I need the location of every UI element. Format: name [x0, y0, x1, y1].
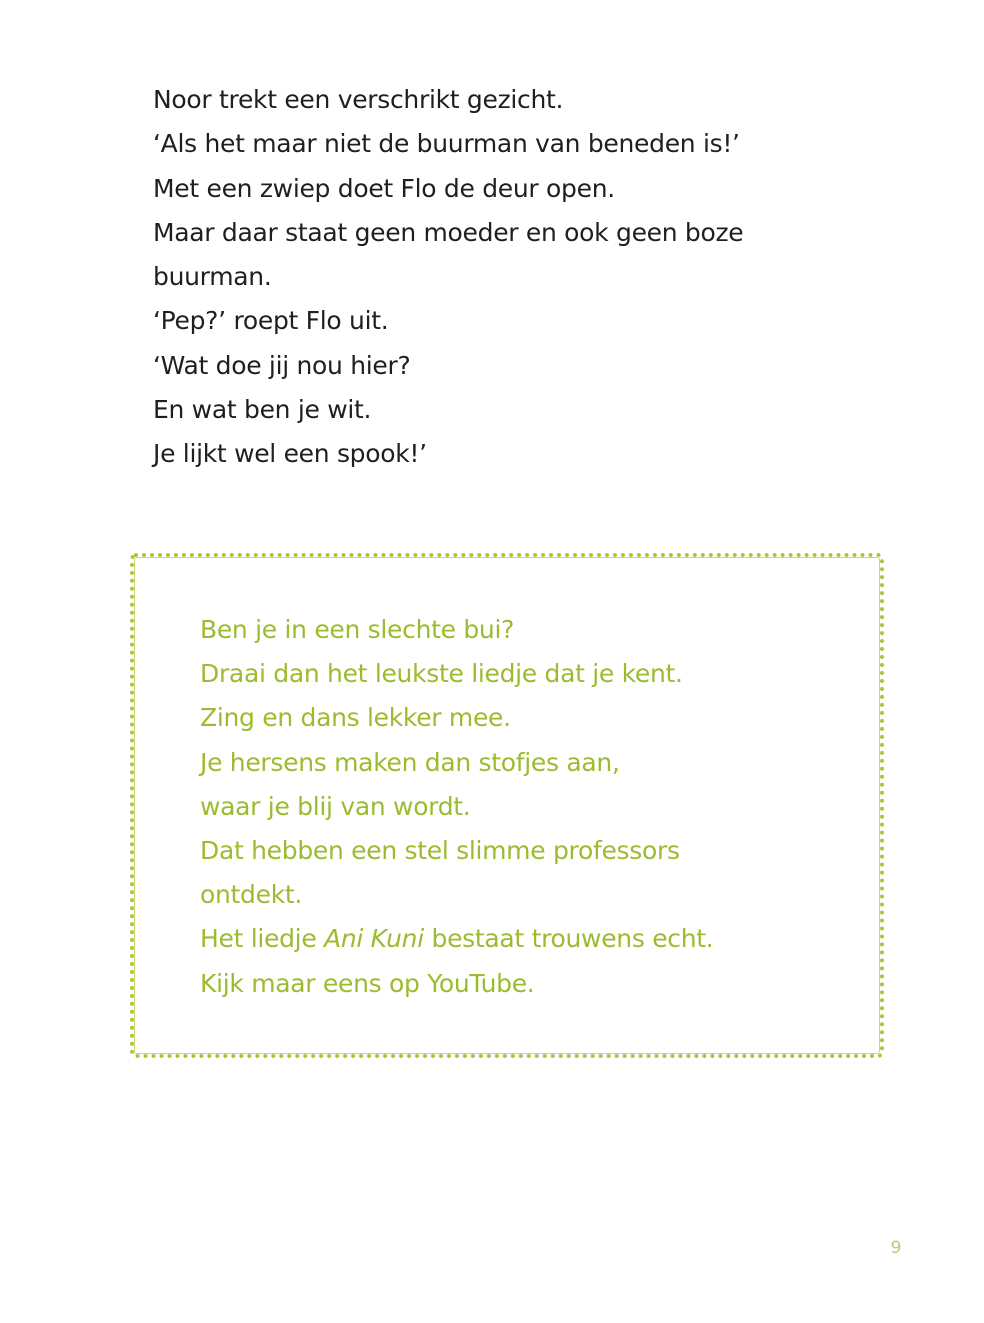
- tip-song-line-before: Het liedje: [200, 924, 325, 954]
- tip-line: waar je blij van wordt.: [200, 791, 471, 821]
- tip-line: Je hersens maken dan stofjes aan,: [200, 747, 620, 777]
- story-line: ‘Pep?’ roept Flo uit.: [153, 306, 389, 336]
- story-line: Noor trekt een verschrikt gezicht.: [153, 85, 564, 114]
- story-line: ‘Wat doe jij nou hier?: [153, 350, 411, 380]
- tip-song-line: [200, 917, 840, 961]
- story-line: Met een zwiep doet Flo de deur open.: [153, 173, 615, 203]
- tip-line: Zing en dans lekker mee.: [200, 703, 511, 733]
- tip-text: [200, 608, 840, 1006]
- story-line: buurman.: [153, 262, 272, 292]
- song-title: Ani Kuni: [324, 924, 424, 954]
- tip-line: Dat hebben een stel slimme professors: [200, 836, 680, 866]
- story-line: En wat ben je wit.: [153, 395, 372, 425]
- story-line: Je lijkt wel een spook!’: [153, 439, 427, 469]
- story-line: Maar daar staat geen moeder en ook geen boze: [153, 217, 744, 247]
- tip-line: ontdekt.: [200, 880, 303, 910]
- story-text: [153, 78, 853, 477]
- tip-line: Ben je in een slechte bui?: [200, 615, 515, 644]
- page-number: 9: [890, 1238, 902, 1258]
- tip-line: Draai dan het leukste liedje dat je kent.: [200, 659, 683, 689]
- tip-line: Kijk maar eens op YouTube.: [200, 968, 535, 998]
- tip-song-line-after: bestaat trouwens echt.: [423, 924, 714, 954]
- story-line: ‘Als het maar niet de buurman van beneden is!’: [153, 129, 740, 159]
